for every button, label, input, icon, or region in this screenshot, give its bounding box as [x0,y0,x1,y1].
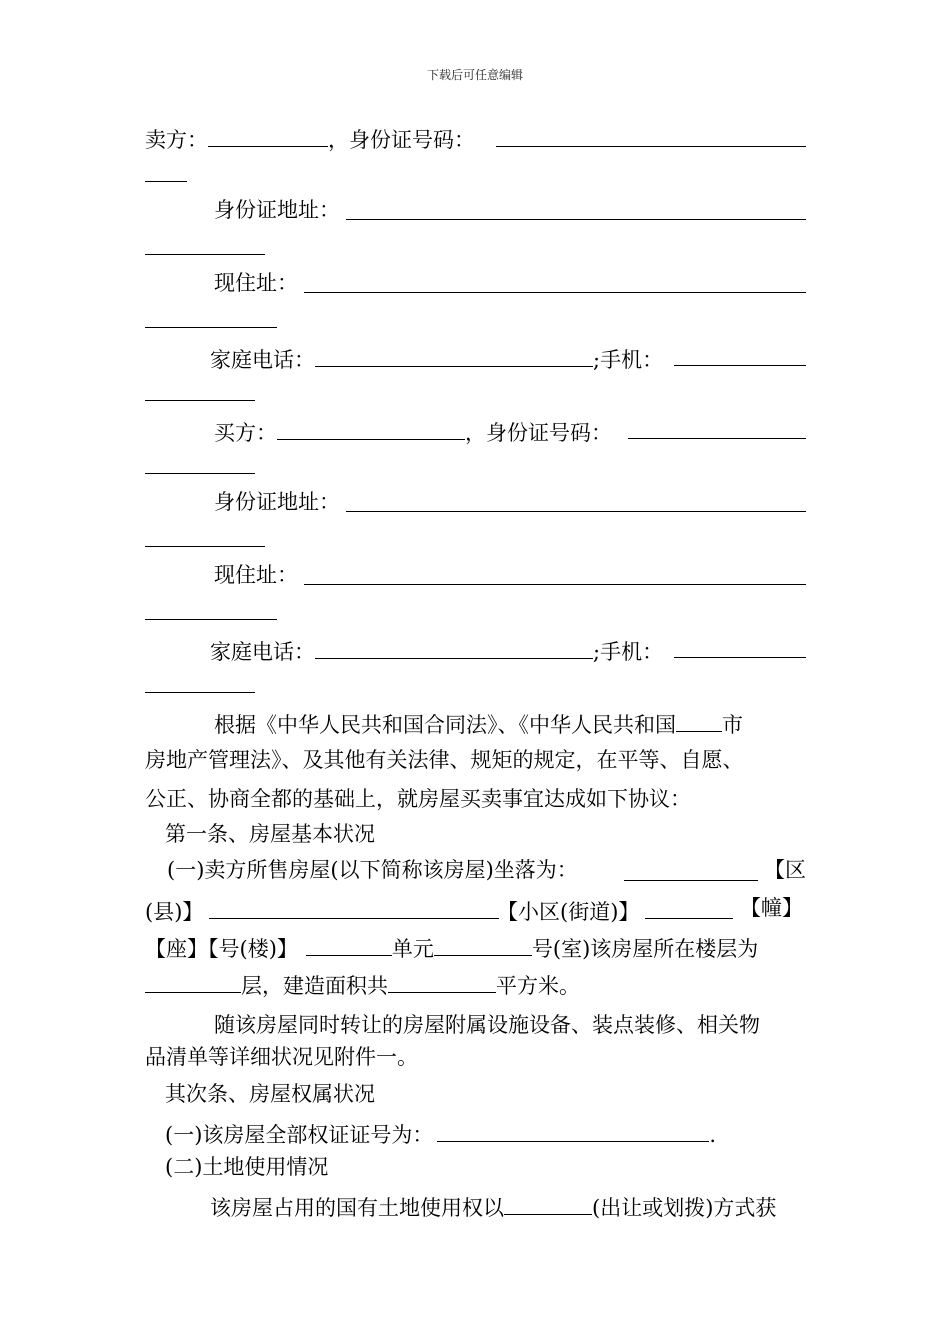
buyer-home-phone-blank[interactable] [315,638,593,659]
article-1-line-3 [145,935,758,960]
seller-id-blank-cont[interactable] [145,181,187,182]
location-label: (一)卖方所售房屋(以下简称该房屋)坐落为： [167,858,578,882]
certificate-blank[interactable] [437,1121,709,1142]
article-1-line-1 [167,860,578,881]
buyer-mobile-label: ;手机： [593,640,664,664]
seller-id-address-blank[interactable] [346,219,806,220]
article-2-section-2-line-1 [210,1194,776,1219]
article-1-para-2-line-2: 品清单等详细状况见附件一。 [145,1045,418,1069]
unit-label: 单元 [391,937,434,961]
buyer-name-blank[interactable] [277,419,465,440]
article-2-section-2-title: (二)土地使用情况 [165,1155,329,1179]
seller-id-address-blank-cont[interactable] [145,254,265,255]
seller-id-label: ，身份证号码： [328,128,475,152]
buyer-id-label: ，身份证号码： [465,421,612,445]
area-unit-label: 平方米。 [496,974,580,998]
seller-home-phone-label: 家庭电话： [210,348,315,372]
seller-label: 卖方： [145,128,208,152]
seller-id-blank[interactable] [496,146,806,147]
building-label: 【幢】 [740,896,803,920]
certificate-period: . [709,1123,717,1147]
seller-home-phone-blank[interactable] [315,346,593,367]
seller-name-line [145,126,475,151]
seller-current-address-blank-cont[interactable] [145,327,277,328]
buyer-mobile-blank[interactable] [674,657,806,658]
article-1-line-2b [497,898,733,923]
land-use-label: 该房屋占用的国有土地使用权以 [210,1196,504,1220]
article-1-para-2-line-1: 随该房屋同时转让的房屋附属设施设备、装点装修、相关物 [214,1013,760,1037]
buyer-phone-line [210,638,663,663]
seller-id-address-label: 身份证地址： [214,198,340,222]
buyer-id-address-label: 身份证地址： [214,490,340,514]
buyer-label: 买方： [214,421,277,445]
preamble-line-1 [214,711,743,736]
article-2-title: 其次条、房屋权属状况 [165,1082,375,1106]
buyer-id-blank-cont[interactable] [145,473,255,474]
preamble-text-1a: 根据《中华人民共和国合同法》、《中华人民共和国 [214,713,676,737]
seller-mobile-label: ;手机： [593,348,664,372]
county-blank[interactable] [209,898,499,919]
district-blank[interactable] [624,880,758,881]
preamble-line-3: 公正、协商全都的基础上，就房屋买卖事宜达成如下协议： [145,787,691,811]
buyer-current-address-blank-cont[interactable] [145,619,277,620]
article-1-title: 第一条、房屋基本状况 [165,822,375,846]
article-2-section-1 [165,1121,716,1146]
seller-name-blank[interactable] [208,126,328,147]
city-blank[interactable] [676,711,722,732]
district-bracket: 【区 [764,858,806,882]
land-use-method-blank[interactable] [504,1194,592,1215]
unit-blank[interactable] [306,935,392,956]
community-blank[interactable] [645,898,733,919]
preamble-line-2: 房地产管理法》、及其他有关法律、规矩的规定，在平等、自愿、 [145,748,744,772]
land-use-method-label: (出让或划拨)方式获 [592,1196,777,1220]
seat-number-label: 【座】【号(楼)】 [145,937,298,961]
seller-mobile-blank-cont[interactable] [145,400,255,401]
page-header-note: 下载后可任意编辑 [426,68,523,82]
floor-label: 层，建造面积共 [241,974,388,998]
area-blank[interactable] [388,972,496,993]
seller-current-address-blank[interactable] [304,292,806,293]
buyer-current-address-blank[interactable] [304,584,806,585]
buyer-name-line [214,419,612,444]
room-blank[interactable] [434,935,532,956]
floor-blank[interactable] [145,972,241,993]
seller-phone-line [210,346,663,371]
buyer-id-address-blank[interactable] [346,511,806,512]
buyer-mobile-blank-cont[interactable] [145,692,255,693]
article-1-line-2 [145,898,499,923]
buyer-home-phone-label: 家庭电话： [210,640,315,664]
buyer-id-blank[interactable] [628,438,806,439]
seller-mobile-blank[interactable] [674,365,806,366]
seller-current-address-label: 现住址： [214,271,298,295]
certificate-label: (一)该房屋全部权证证号为： [165,1123,434,1147]
buyer-current-address-label: 现住址： [214,563,298,587]
room-label: 号(室)该房屋所在楼层为 [531,937,759,961]
county-label: (县)】 [145,900,204,924]
article-1-line-4 [145,972,580,997]
community-label: 【小区(街道)】 [497,900,640,924]
preamble-text-1b: 市 [722,713,743,737]
buyer-id-address-blank-cont[interactable] [145,546,265,547]
